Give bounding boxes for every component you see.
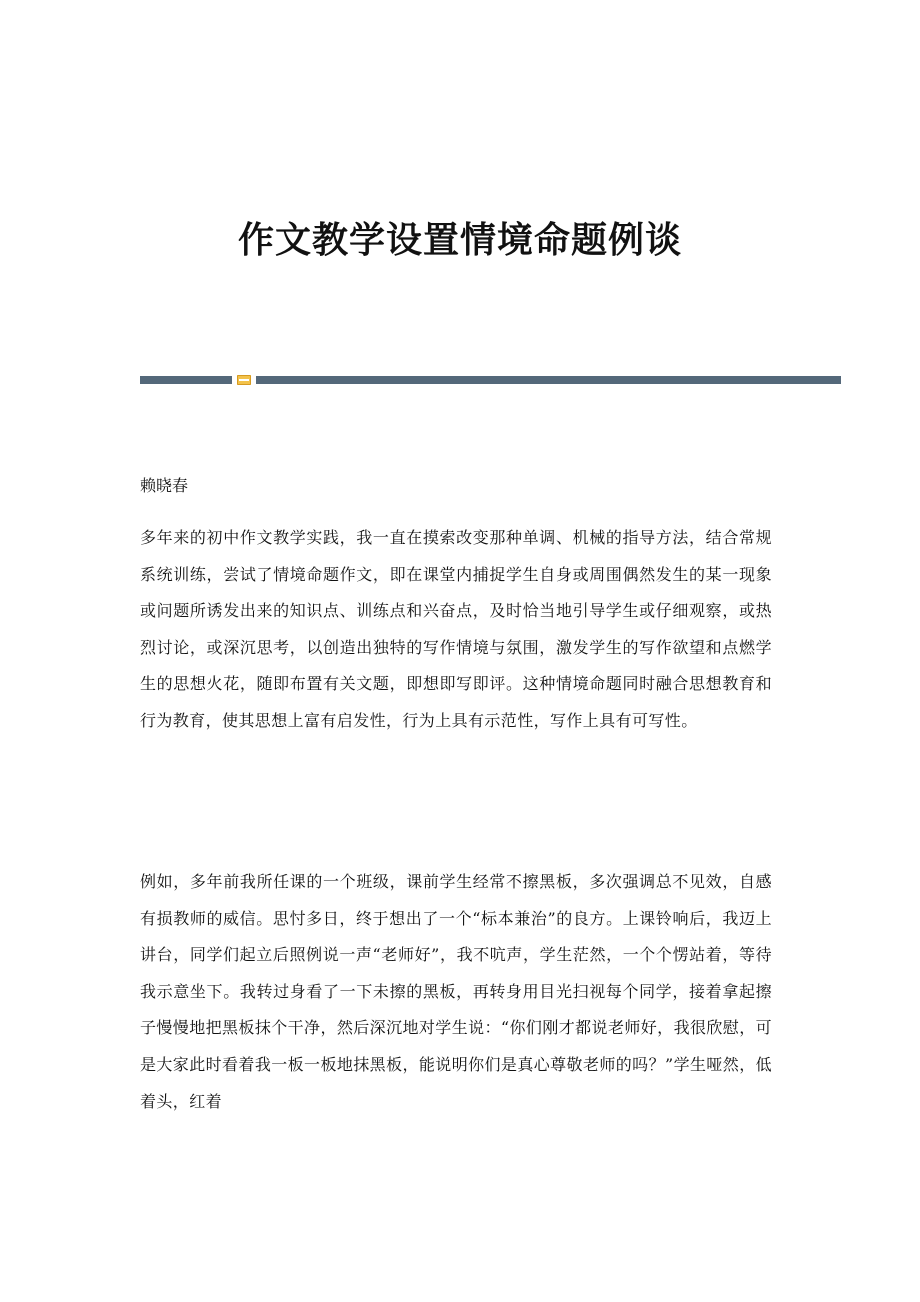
- document-title: 作文教学设置情境命题例谈: [237, 219, 682, 261]
- author-name: 赖晓春: [140, 476, 189, 495]
- divider-bar-left: [140, 376, 232, 384]
- divider-bar-right: [256, 376, 841, 384]
- bookmark-icon: [237, 375, 251, 385]
- body-paragraph-1: 多年来的初中作文教学实践，我一直在摸索改变那种单调、机械的指导方法，结合常规系统训练，尝试了情境命题作文，即在课堂内捕捉学生自身或周围偶然发生的某一现象或问题所诱发出来的知识点、训练点和兴奋点，及时恰当地引导学生或仔细观察，或热烈讨论，或深沉思考，以创造出独特的写作情境与氛围，激发学生的写作欲望和点燃学生的思想火花，随即布置有关文题，即想即写即评。这种情境命题同时融合思想教育和行为教育，使其思想上富有启发性，行为上具有示范性，写作上具有可写性。: [140, 528, 772, 730]
- body-paragraph-2: 例如，多年前我所任课的一个班级，课前学生经常不擦黑板，多次强调总不见效，自感有损教师的威信。思忖多日，终于想出了一个“标本兼治”的良方。上课铃响后，我迈上讲台，同学们起立后照例说一声“老师好”，我不吭声，学生茫然，一个个愣站着，等待我示意坐下。我转过身看了一下未擦的黑板，再转身用目光扫视每个同学，接着拿起擦子慢慢地把黑板抹个干净，然后深沉地对学生说：“你们刚才都说老师好，我很欣慰，可是大家此时看着我一板一板地抹黑板，能说明你们是真心尊敬老师的吗？”学生哑然，低着头，红着: [140, 872, 772, 1111]
- title-divider: [140, 375, 841, 385]
